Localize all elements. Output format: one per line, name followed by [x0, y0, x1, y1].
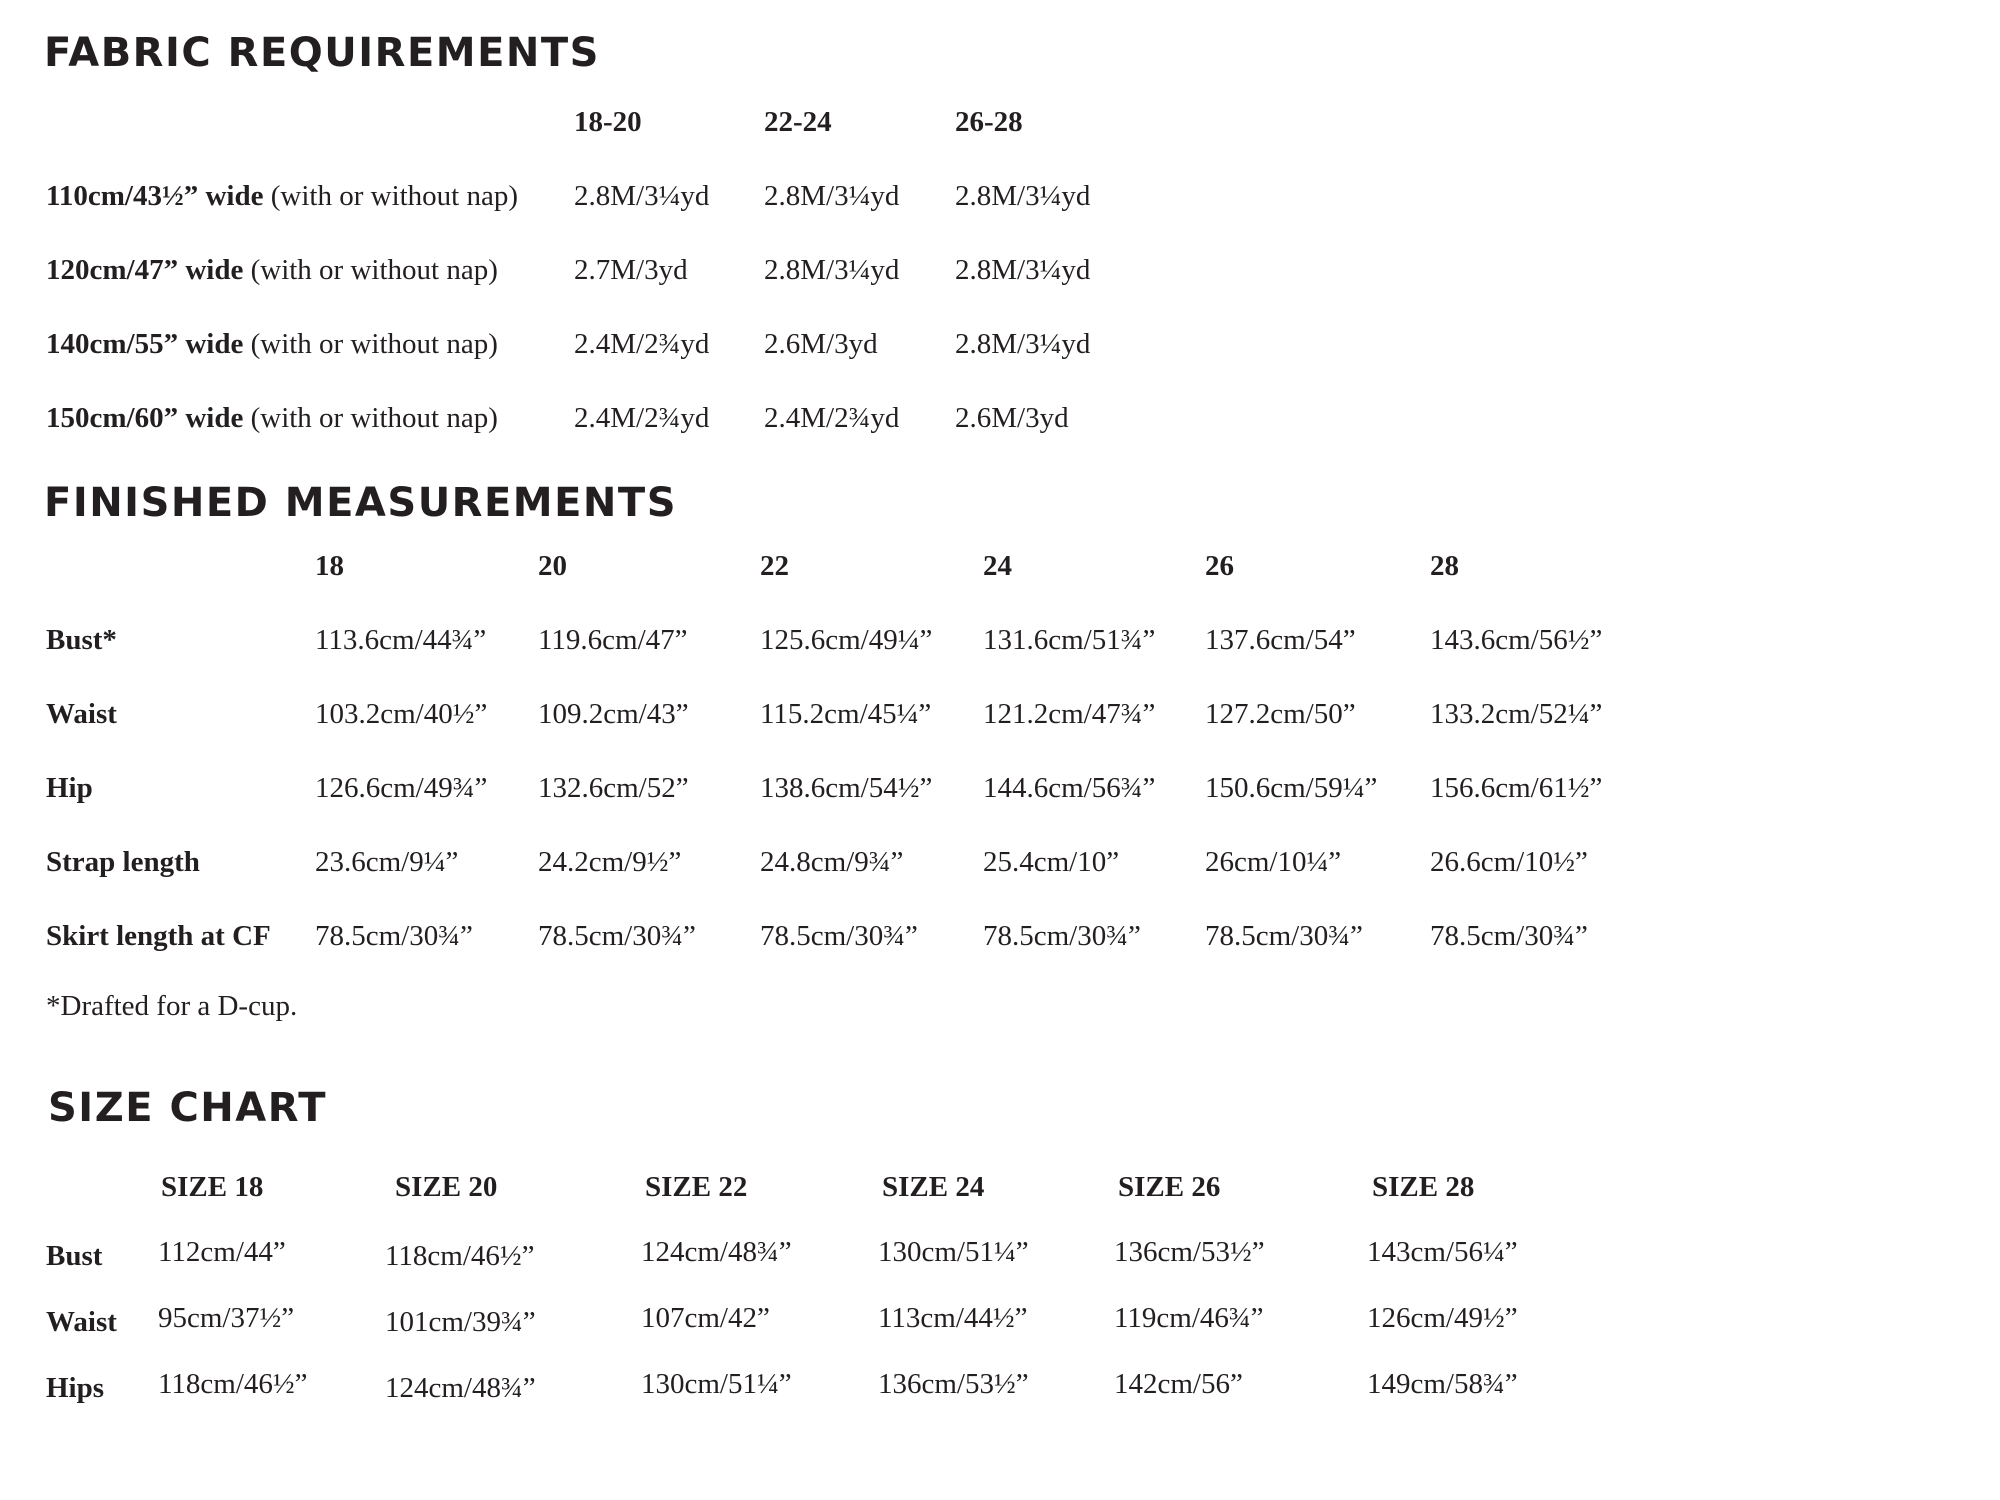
size-value: 126cm/49½”	[1367, 1302, 1518, 1334]
size-value: 124cm/48¾”	[641, 1236, 792, 1268]
measure-value: 26.6cm/10½”	[1430, 846, 1588, 878]
size-value: 130cm/51¼”	[641, 1368, 792, 1400]
measure-value: 125.6cm/49¼”	[760, 624, 933, 656]
measure-value: 24.2cm/9½”	[538, 846, 682, 878]
size-value: 112cm/44”	[158, 1236, 286, 1268]
size-value: 118cm/46½”	[158, 1368, 308, 1400]
fabric-value: 2.8M/3¼yd	[764, 180, 900, 212]
measure-col-header: 20	[538, 550, 567, 582]
size-value: 149cm/58¾”	[1367, 1368, 1518, 1400]
size-col-header: SIZE 20	[395, 1171, 498, 1203]
measure-col-header: 26	[1205, 550, 1234, 582]
size-value: 136cm/53½”	[878, 1368, 1029, 1400]
fabric-requirements-title: FABRIC REQUIREMENTS	[44, 30, 600, 76]
measure-row-label: Skirt length at CF	[46, 920, 271, 952]
measure-value: 156.6cm/61½”	[1430, 772, 1603, 804]
size-value: 118cm/46½”	[385, 1240, 535, 1272]
measure-value: 121.2cm/47¾”	[983, 698, 1156, 730]
fabric-value: 2.8M/3¼yd	[955, 254, 1091, 286]
fabric-value: 2.8M/3¼yd	[574, 180, 710, 212]
fabric-value: 2.8M/3¼yd	[955, 328, 1091, 360]
size-col-header: SIZE 18	[161, 1171, 264, 1203]
footnote: *Drafted for a D-cup.	[46, 990, 298, 1022]
measure-value: 144.6cm/56¾”	[983, 772, 1156, 804]
fabric-row-label: 110cm/43½” wide (with or without nap)	[46, 180, 519, 212]
measure-col-header: 22	[760, 550, 789, 582]
measure-row-label: Bust*	[46, 624, 117, 656]
measure-value: 137.6cm/54”	[1205, 624, 1356, 656]
measure-value: 138.6cm/54½”	[760, 772, 933, 804]
size-value: 130cm/51¼”	[878, 1236, 1029, 1268]
measure-value: 103.2cm/40½”	[315, 698, 488, 730]
size-value: 124cm/48¾”	[385, 1372, 536, 1404]
size-value: 136cm/53½”	[1114, 1236, 1265, 1268]
measure-row-label: Hip	[46, 772, 93, 804]
size-col-header: SIZE 26	[1118, 1171, 1221, 1203]
fabric-row-label: 140cm/55” wide (with or without nap)	[46, 328, 498, 360]
size-col-header: SIZE 24	[882, 1171, 985, 1203]
size-row-label: Hips	[46, 1372, 105, 1404]
measure-value: 150.6cm/59¼”	[1205, 772, 1378, 804]
measure-value: 126.6cm/49¾”	[315, 772, 488, 804]
size-col-header: SIZE 28	[1372, 1171, 1475, 1203]
fabric-value: 2.7M/3yd	[574, 254, 688, 286]
fabric-value: 2.4M/2¾yd	[574, 402, 710, 434]
measure-value: 109.2cm/43”	[538, 698, 689, 730]
measure-value: 132.6cm/52”	[538, 772, 689, 804]
size-value: 143cm/56¼”	[1367, 1236, 1518, 1268]
size-value: 107cm/42”	[641, 1302, 770, 1334]
size-value: 101cm/39¾”	[385, 1306, 536, 1338]
fabric-value: 2.6M/3yd	[955, 402, 1069, 434]
fabric-value: 2.8M/3¼yd	[955, 180, 1091, 212]
size-value: 119cm/46¾”	[1114, 1302, 1264, 1334]
fabric-col-header: 22-24	[764, 106, 832, 138]
fabric-row-label: 150cm/60” wide (with or without nap)	[46, 402, 498, 434]
measure-value: 24.8cm/9¾”	[760, 846, 904, 878]
measure-value: 131.6cm/51¾”	[983, 624, 1156, 656]
measure-value: 119.6cm/47”	[538, 624, 688, 656]
size-row-label: Bust	[46, 1240, 103, 1272]
measure-value: 143.6cm/56½”	[1430, 624, 1603, 656]
measure-value: 78.5cm/30¾”	[538, 920, 696, 952]
size-value: 113cm/44½”	[878, 1302, 1028, 1334]
fabric-value: 2.8M/3¼yd	[764, 254, 900, 286]
measure-value: 113.6cm/44¾”	[315, 624, 487, 656]
size-value: 142cm/56”	[1114, 1368, 1243, 1400]
size-row-label: Waist	[46, 1306, 117, 1338]
measure-value: 78.5cm/30¾”	[1430, 920, 1588, 952]
fabric-value: 2.6M/3yd	[764, 328, 878, 360]
measure-row-label: Strap length	[46, 846, 200, 878]
fabric-row-label: 120cm/47” wide (with or without nap)	[46, 254, 498, 286]
fabric-value: 2.4M/2¾yd	[574, 328, 710, 360]
size-chart-title: SIZE CHART	[48, 1085, 328, 1131]
fabric-col-header: 26-28	[955, 106, 1023, 138]
measure-value: 127.2cm/50”	[1205, 698, 1356, 730]
finished-measurements-title: FINISHED MEASUREMENTS	[44, 480, 678, 526]
measure-value: 115.2cm/45¼”	[760, 698, 932, 730]
measure-value: 78.5cm/30¾”	[1205, 920, 1363, 952]
size-col-header: SIZE 22	[645, 1171, 748, 1203]
fabric-value: 2.4M/2¾yd	[764, 402, 900, 434]
fabric-col-header: 18-20	[574, 106, 642, 138]
measure-value: 78.5cm/30¾”	[760, 920, 918, 952]
measure-col-header: 24	[983, 550, 1012, 582]
measure-value: 25.4cm/10”	[983, 846, 1120, 878]
measure-value: 23.6cm/9¼”	[315, 846, 459, 878]
measure-value: 78.5cm/30¾”	[983, 920, 1141, 952]
measure-row-label: Waist	[46, 698, 117, 730]
measure-col-header: 18	[315, 550, 344, 582]
measure-value: 78.5cm/30¾”	[315, 920, 473, 952]
measure-value: 26cm/10¼”	[1205, 846, 1342, 878]
measure-value: 133.2cm/52¼”	[1430, 698, 1603, 730]
size-value: 95cm/37½”	[158, 1302, 295, 1334]
measure-col-header: 28	[1430, 550, 1459, 582]
